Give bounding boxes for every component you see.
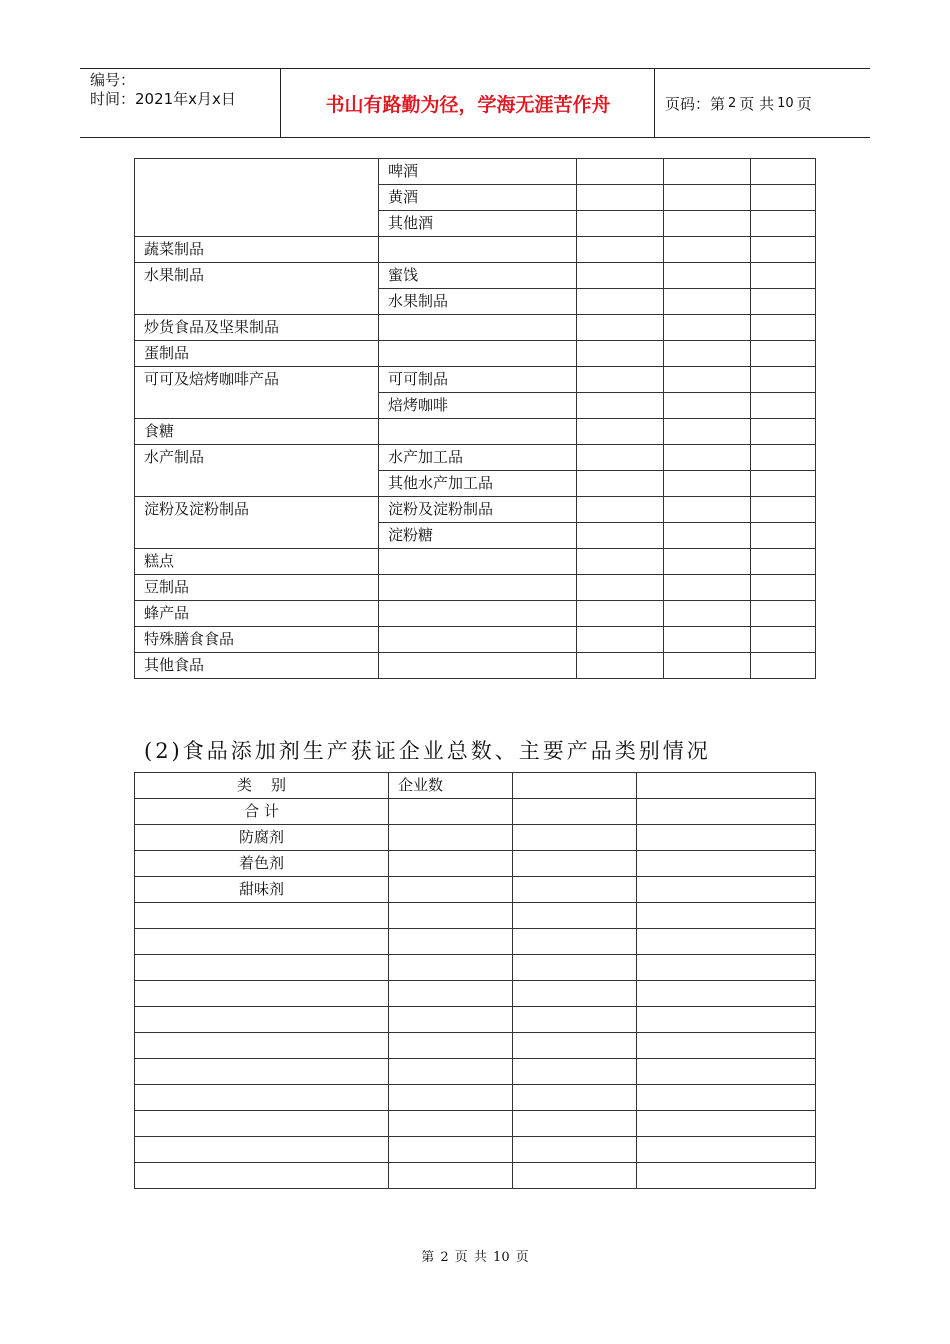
table-cell <box>389 1111 513 1137</box>
category-cell: 蜂产品 <box>135 601 379 627</box>
table-cell <box>389 1163 513 1189</box>
table-cell <box>751 601 816 627</box>
subcategory-cell <box>379 341 577 367</box>
category-cell: 特殊膳食食品 <box>135 627 379 653</box>
table-row <box>135 445 816 471</box>
table-row <box>135 419 816 445</box>
table-cell <box>637 955 816 981</box>
table-row <box>135 825 816 851</box>
additive-category-cell <box>135 1007 389 1033</box>
table-cell <box>513 1085 637 1111</box>
table-cell <box>389 851 513 877</box>
table-cell <box>664 185 751 211</box>
subcategory-cell: 水产加工品 <box>379 445 577 471</box>
table-cell <box>513 929 637 955</box>
subcategory-cell: 可可制品 <box>379 367 577 393</box>
table-row <box>135 315 816 341</box>
table-cell <box>389 929 513 955</box>
table-cell <box>751 549 816 575</box>
additive-category-cell <box>135 929 389 955</box>
table-cell <box>389 1007 513 1033</box>
table-cell <box>513 981 637 1007</box>
table-row <box>135 601 816 627</box>
table-cell <box>577 341 664 367</box>
additive-category-cell <box>135 955 389 981</box>
additive-category-cell <box>135 1163 389 1189</box>
table-row <box>135 549 816 575</box>
page-prefix: 页码：第 <box>665 94 726 113</box>
additive-category-cell: 合 计 <box>135 799 389 825</box>
additive-category-cell <box>135 1137 389 1163</box>
table-row <box>135 1033 816 1059</box>
table-cell <box>751 445 816 471</box>
table-cell <box>577 523 664 549</box>
table-cell <box>513 1059 637 1085</box>
subcategory-cell <box>379 627 577 653</box>
subcategory-cell: 黄酒 <box>379 185 577 211</box>
food-additive-table <box>134 772 816 1189</box>
table-cell <box>637 1085 816 1111</box>
page-current: 2 <box>728 95 737 111</box>
table-cell <box>751 575 816 601</box>
table-cell <box>751 211 816 237</box>
table-cell <box>513 825 637 851</box>
subcategory-cell: 其他酒 <box>379 211 577 237</box>
table-cell <box>513 1033 637 1059</box>
code-label: 编号： <box>90 71 136 89</box>
table-cell <box>389 903 513 929</box>
additive-category-cell <box>135 1033 389 1059</box>
table-cell <box>577 367 664 393</box>
category-cell <box>135 159 379 237</box>
subcategory-cell: 水果制品 <box>379 289 577 315</box>
table-cell <box>664 263 751 289</box>
additive-category-cell: 着色剂 <box>135 851 389 877</box>
table-cell <box>577 471 664 497</box>
section-2-title: (2)食品添加剂生产获证企业总数、主要产品类别情况 <box>144 739 711 763</box>
category-cell: 淀粉及淀粉制品 <box>135 497 379 549</box>
category-cell: 可可及焙烤咖啡产品 <box>135 367 379 419</box>
table-cell <box>513 799 637 825</box>
category-cell: 蛋制品 <box>135 341 379 367</box>
table-cell <box>577 627 664 653</box>
table-cell <box>577 601 664 627</box>
table-cell <box>637 825 816 851</box>
category-cell: 炒货食品及坚果制品 <box>135 315 379 341</box>
table-cell <box>751 393 816 419</box>
header-meta <box>80 69 281 137</box>
table-cell <box>637 1059 816 1085</box>
table-cell <box>664 289 751 315</box>
table-row <box>135 1007 816 1033</box>
time-label: 时间：2021年x月x日 <box>90 90 236 108</box>
table-cell <box>389 981 513 1007</box>
table-cell <box>637 1163 816 1189</box>
table-cell <box>751 471 816 497</box>
table-cell <box>577 497 664 523</box>
table-row <box>135 653 816 679</box>
table-row <box>135 903 816 929</box>
table-cell <box>751 159 816 185</box>
table-cell <box>513 773 637 799</box>
table-cell <box>513 851 637 877</box>
table-cell <box>751 497 816 523</box>
additive-category-cell <box>135 1085 389 1111</box>
table-row <box>135 367 816 393</box>
table-row <box>135 497 816 523</box>
table-row <box>135 877 816 903</box>
table-cell <box>389 1059 513 1085</box>
category-cell: 水果制品 <box>135 263 379 315</box>
page-header <box>80 68 870 138</box>
table-cell <box>637 981 816 1007</box>
subcategory-cell: 淀粉糖 <box>379 523 577 549</box>
table-cell <box>389 1085 513 1111</box>
subcategory-cell: 其他水产加工品 <box>379 471 577 497</box>
table-cell <box>513 877 637 903</box>
table-cell <box>513 1163 637 1189</box>
table-cell <box>664 393 751 419</box>
table-row <box>135 929 816 955</box>
table-cell <box>751 341 816 367</box>
table-row <box>135 237 816 263</box>
table-row <box>135 851 816 877</box>
table-cell <box>664 549 751 575</box>
page-footer: 第 2 页 共 10 页 <box>421 1250 529 1265</box>
table-cell <box>577 159 664 185</box>
table-row <box>135 627 816 653</box>
table-cell <box>577 419 664 445</box>
category-cell: 食糖 <box>135 419 379 445</box>
table-cell <box>664 601 751 627</box>
table-cell <box>664 627 751 653</box>
table-header-row <box>135 773 816 799</box>
table-cell <box>751 185 816 211</box>
subcategory-cell: 淀粉及淀粉制品 <box>379 497 577 523</box>
table-cell <box>389 825 513 851</box>
table-cell <box>751 367 816 393</box>
table-row <box>135 1059 816 1085</box>
header-count: 企业数 <box>389 773 513 799</box>
table-row <box>135 955 816 981</box>
table-cell <box>389 799 513 825</box>
table-cell <box>751 315 816 341</box>
table-cell <box>664 445 751 471</box>
subcategory-cell <box>379 601 577 627</box>
subcategory-cell: 啤酒 <box>379 159 577 185</box>
table-cell <box>513 1007 637 1033</box>
table-cell <box>637 1033 816 1059</box>
table-cell <box>637 1137 816 1163</box>
table-cell <box>513 955 637 981</box>
page-total: 10 <box>777 95 794 111</box>
table-cell <box>751 263 816 289</box>
food-category-table <box>134 158 816 679</box>
category-cell: 其他食品 <box>135 653 379 679</box>
table-cell <box>577 653 664 679</box>
table-cell <box>577 549 664 575</box>
table-cell <box>577 393 664 419</box>
table-cell <box>637 903 816 929</box>
table-cell <box>513 1137 637 1163</box>
additive-category-cell <box>135 1111 389 1137</box>
page-mid: 页 共 <box>739 94 775 113</box>
category-cell: 水产制品 <box>135 445 379 497</box>
table-cell <box>664 211 751 237</box>
table-cell <box>751 653 816 679</box>
table-cell <box>664 653 751 679</box>
subcategory-cell <box>379 419 577 445</box>
table-cell <box>513 1111 637 1137</box>
table-cell <box>637 1007 816 1033</box>
table-cell <box>751 289 816 315</box>
subcategory-cell <box>379 315 577 341</box>
table-cell <box>637 851 816 877</box>
subcategory-cell: 焙烤咖啡 <box>379 393 577 419</box>
table-cell <box>389 1033 513 1059</box>
subcategory-cell <box>379 237 577 263</box>
table-cell <box>513 903 637 929</box>
table-cell <box>577 289 664 315</box>
table-cell <box>751 419 816 445</box>
table-row <box>135 263 816 289</box>
category-cell: 蔬菜制品 <box>135 237 379 263</box>
subcategory-cell <box>379 575 577 601</box>
table-row <box>135 575 816 601</box>
category-cell: 豆制品 <box>135 575 379 601</box>
table-cell <box>664 419 751 445</box>
header-page-number <box>655 69 870 137</box>
additive-category-cell <box>135 1059 389 1085</box>
page-suffix: 页 <box>796 94 812 113</box>
header-motto: 书山有路勤为径，学海无涯苦作舟 <box>282 69 655 137</box>
table-cell <box>577 185 664 211</box>
table-cell <box>577 211 664 237</box>
table-cell <box>664 523 751 549</box>
table-cell <box>664 315 751 341</box>
table-cell <box>637 877 816 903</box>
additive-category-cell <box>135 981 389 1007</box>
additive-category-cell <box>135 903 389 929</box>
subcategory-cell <box>379 653 577 679</box>
table-cell <box>664 159 751 185</box>
table-row <box>135 159 816 185</box>
table-cell <box>577 575 664 601</box>
table-cell <box>751 627 816 653</box>
table-row <box>135 1137 816 1163</box>
table-cell <box>389 955 513 981</box>
table-cell <box>577 263 664 289</box>
table-row <box>135 799 816 825</box>
category-cell: 糕点 <box>135 549 379 575</box>
table-row <box>135 341 816 367</box>
table-cell <box>664 497 751 523</box>
additive-category-cell: 甜味剂 <box>135 877 389 903</box>
table-cell <box>664 341 751 367</box>
table-row <box>135 1085 816 1111</box>
table-cell <box>637 773 816 799</box>
table-cell <box>751 523 816 549</box>
table-cell <box>664 367 751 393</box>
table-cell <box>664 471 751 497</box>
table-row <box>135 1111 816 1137</box>
table-cell <box>577 237 664 263</box>
subcategory-cell <box>379 549 577 575</box>
table-cell <box>389 877 513 903</box>
table-cell <box>577 445 664 471</box>
table-cell <box>751 237 816 263</box>
table-cell <box>577 315 664 341</box>
table-cell <box>389 1137 513 1163</box>
table-cell <box>637 799 816 825</box>
subcategory-cell: 蜜饯 <box>379 263 577 289</box>
table-cell <box>637 929 816 955</box>
table-row <box>135 981 816 1007</box>
table-cell <box>637 1111 816 1137</box>
additive-category-cell: 防腐剂 <box>135 825 389 851</box>
table-cell <box>664 237 751 263</box>
table-cell <box>664 575 751 601</box>
table-row <box>135 1163 816 1189</box>
header-category: 类 别 <box>135 773 389 799</box>
